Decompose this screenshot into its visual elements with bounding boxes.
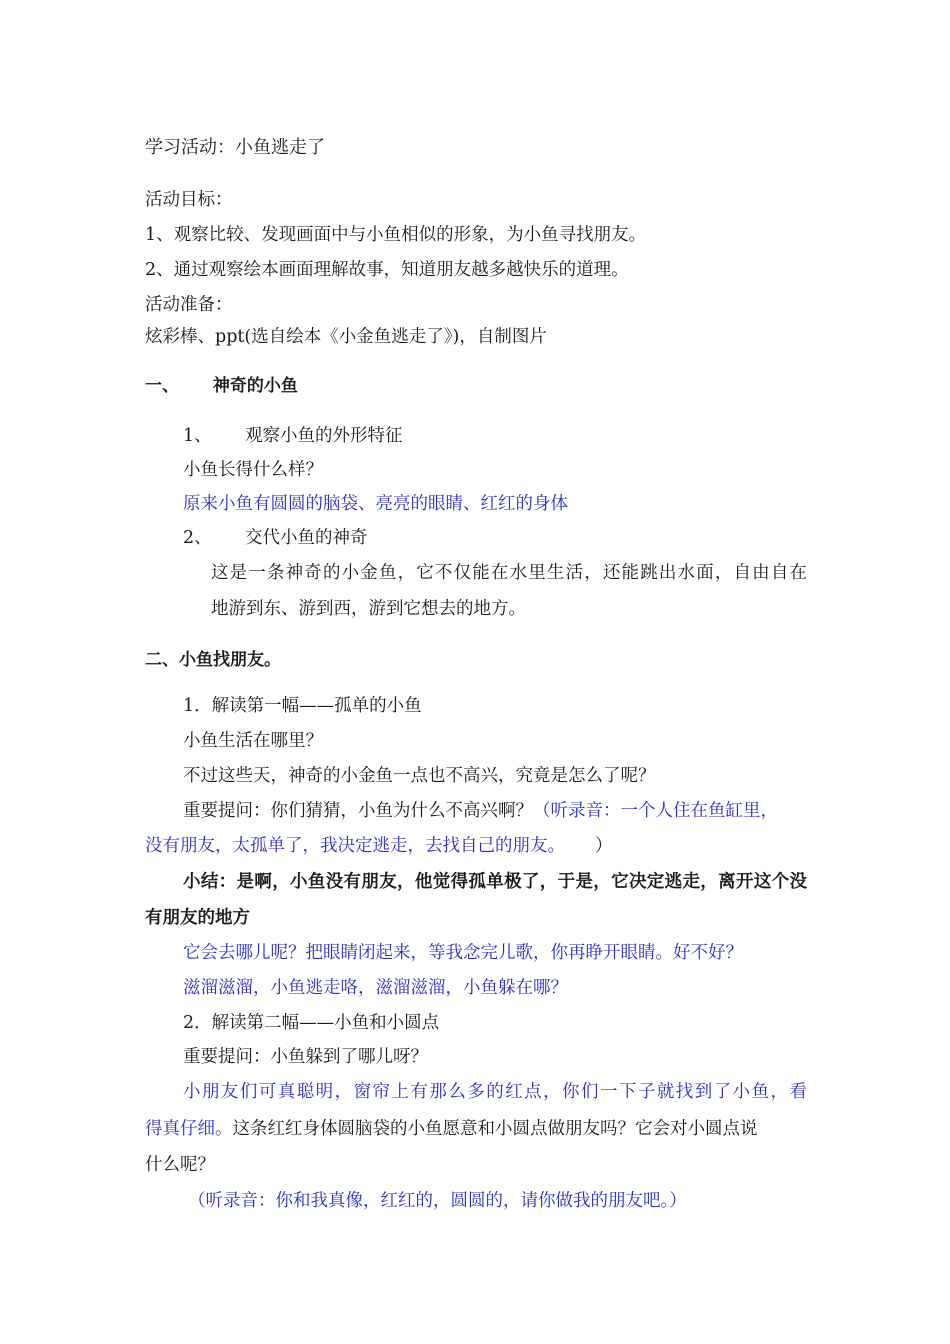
recording2-text: （听录音：你和我真像，红红的，圆圆的，请你做我的朋友吧。）: [188, 1191, 687, 1211]
section1-paragraph-line2: 地游到东、游到西，游到它想去的地方。: [211, 599, 526, 619]
step2-number: 2、: [183, 528, 212, 548]
section1-number: 一、: [145, 376, 179, 396]
part1-title: 1．解读第一幅——孤单的小鱼: [183, 696, 422, 716]
step1-title: 观察小鱼的外形特征: [245, 426, 403, 446]
praise-line1: 小朋友们可真聪明，窗帘上有那么多的红点，你们一下子就找到了小鱼，看: [183, 1082, 807, 1102]
praise-line3: 什么呢？: [145, 1155, 215, 1175]
recording1-text: 没有朋友，太孤单了，我决定逃走，去找自己的朋友。: [145, 836, 565, 856]
section1-title: 神奇的小鱼: [212, 376, 298, 396]
part1-question-1: 小鱼生活在哪里？: [183, 731, 323, 751]
section1-question: 小鱼长得什么样？: [183, 460, 323, 480]
section1-heading: [145, 374, 298, 398]
part2-title: 2．解读第二幅——小鱼和小圆点: [183, 1013, 440, 1033]
section1-answer: 原来小鱼有圆圆的脑袋、亮亮的眼睛、红红的身体: [183, 494, 568, 514]
recording1-line2: [145, 834, 613, 858]
key-question-text: 重要提问：你们猜猜，小鱼为什么不高兴啊？: [183, 801, 533, 821]
section1-step2: [183, 526, 368, 550]
goal-item-2: 2、通过观察绘本画面理解故事，知道朋友越多越快乐的道理。: [145, 260, 629, 280]
goals-heading: 活动目标：: [145, 190, 233, 210]
step1-number: 1、: [183, 426, 212, 446]
where-question: 它会去哪儿呢？把眼睛闭起来，等我念完儿歌，你再睁开眼睛。好不好？: [183, 943, 743, 963]
section1-paragraph-line1: 这是一条神奇的小金鱼，它不仅能在水里生活，还能跳出水面，自由自在: [211, 563, 807, 583]
document-title: 学习活动：小鱼逃走了: [145, 137, 325, 158]
step2-title: 交代小鱼的神奇: [245, 528, 368, 548]
praise-line2-black: 这条红红身体圆脑袋的小鱼愿意和小圆点做朋友吗？它会对小圆点说: [232, 1119, 758, 1139]
prep-heading: 活动准备：: [145, 295, 233, 315]
summary-line1: 小结：是啊，小鱼没有朋友，他觉得孤单极了，于是，它决定逃走，离开这个没: [183, 872, 807, 892]
section1-step1: [183, 424, 403, 448]
part2-key-question: 重要提问：小鱼躲到了哪儿呀？: [183, 1047, 428, 1067]
summary-line2: 有朋友的地方: [145, 908, 250, 928]
goal-item-1: 1、观察比较、发现画面中与小鱼相似的形象，为小鱼寻找朋友。: [145, 225, 647, 245]
part1-key-question: [183, 799, 778, 823]
rhyme-text: 滋溜滋溜，小鱼逃走咯，滋溜滋溜，小鱼躲在哪？: [183, 978, 568, 998]
prep-text: 炫彩棒、ppt(选自绘本《小金鱼逃走了》)，自制图片: [145, 327, 547, 347]
praise-line2: [145, 1117, 758, 1141]
praise-line2-blue: 得真仔细。: [145, 1119, 233, 1139]
recording1-close: ）: [595, 836, 613, 856]
part1-question-2: 不过这些天，神奇的小金鱼一点也不高兴，究竟是怎么了呢？: [183, 766, 656, 786]
section2-heading: 二、小鱼找朋友。: [145, 650, 281, 670]
recording1-start: （听录音：一个人住在鱼缸里，: [533, 801, 778, 821]
